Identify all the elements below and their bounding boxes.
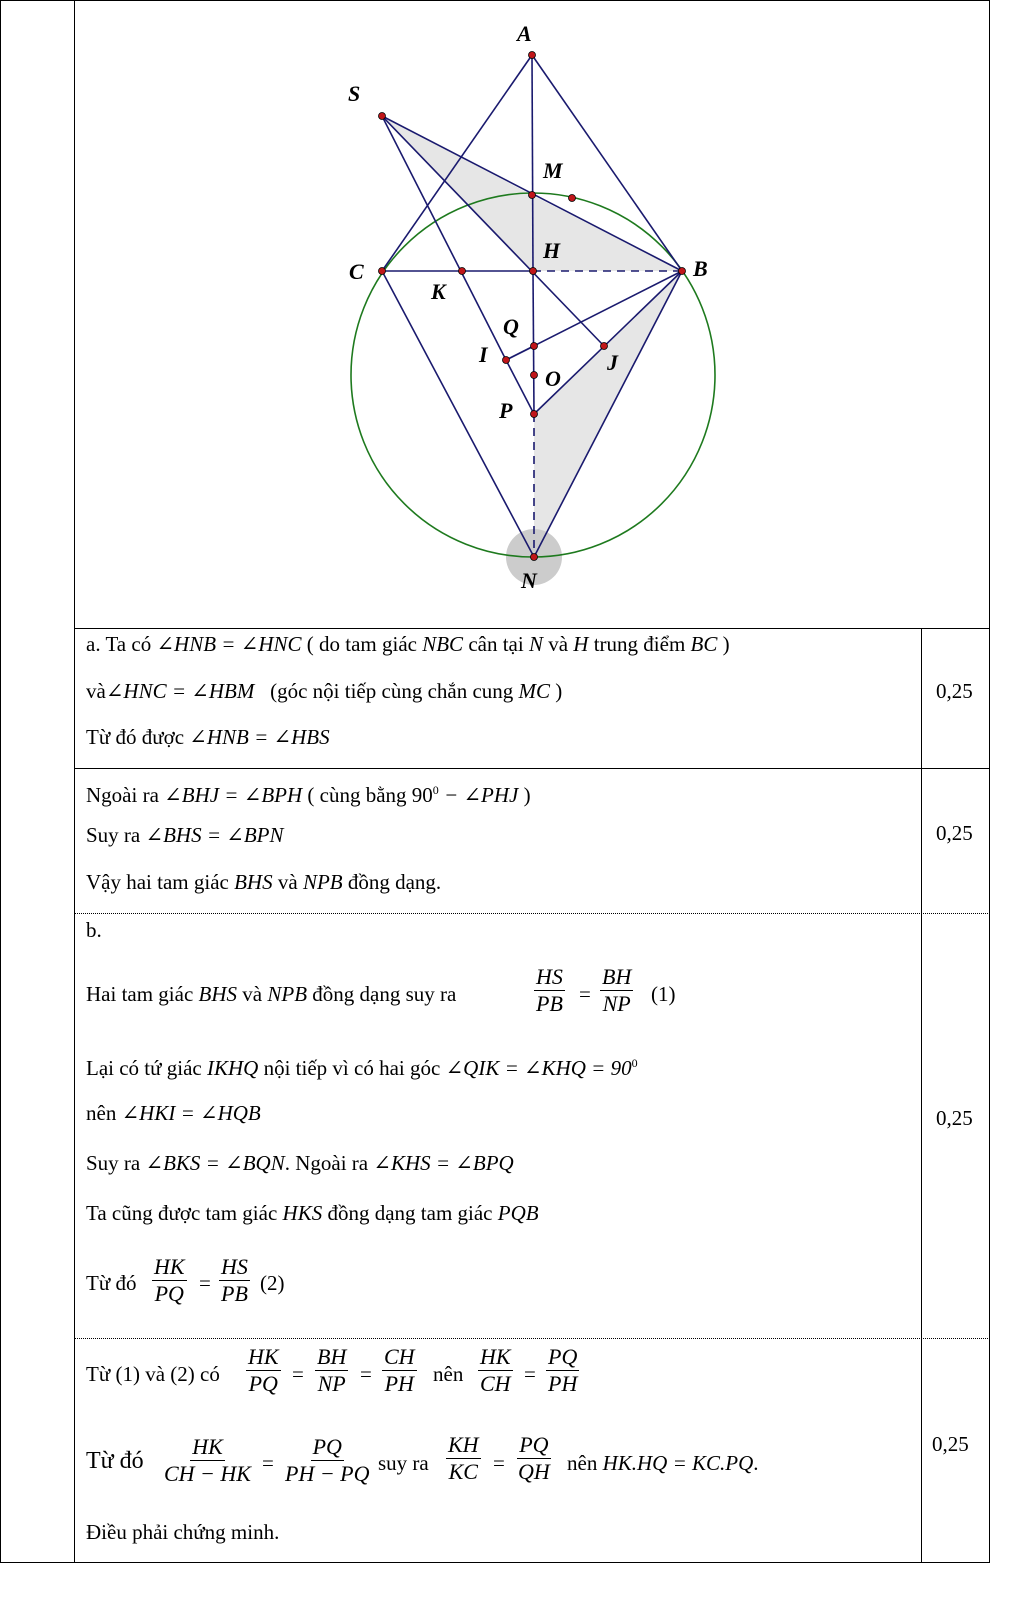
c-eq-4: = (262, 1451, 274, 1475)
b-line-2: Lại có tứ giác IKHQ nội tiếp vì có hai góc ∠QIK = ∠KHQ = $90^0$ (86, 1056, 638, 1080)
b-frac-hk-pq: $\frac{HK}{PQ}$ (154, 1254, 185, 1306)
label-o: O (545, 366, 561, 391)
c-line-1-mid: nên (433, 1362, 464, 1386)
b-eq-1: = (579, 982, 591, 1006)
label-b: B (693, 256, 708, 281)
label-s: S (348, 81, 361, 106)
label-i: I (479, 342, 488, 367)
label-a: A (517, 21, 532, 46)
b-line-6: Từ đó (86, 1271, 137, 1295)
b-line-5: Ta cũng được tam giác HKS đồng dạng tam giác PQB (86, 1201, 539, 1225)
row-divider-a2 (74, 913, 990, 914)
score-a2: 0,25 (936, 821, 973, 845)
row-divider-b (74, 1338, 990, 1339)
c-frac-hk-pq: $\frac{HK}{PQ}$ (248, 1344, 279, 1396)
label-j: J (607, 350, 618, 375)
label-n: N (521, 568, 537, 593)
label-h: H (543, 238, 561, 263)
c-frac-pq-ph: $\frac{PQ}{PH}$ (548, 1344, 578, 1396)
b-line-1: Hai tam giác BHS và NPB đồng dạng suy ra (86, 982, 457, 1006)
a-line-5: Suy ra ∠BHS = ∠BPN (86, 823, 284, 847)
c-frac-pq-ph-pq: $\frac{PQ}{PH - PQ}$ (285, 1434, 370, 1486)
a-line-2: và∠HNC = ∠HBM (góc nội tiếp cùng chắn cung MC ) (86, 679, 563, 703)
label-m: M (543, 158, 563, 183)
row-divider-figure (74, 628, 990, 629)
b-ref-1: (1) (651, 982, 676, 1006)
c-line-3: Điều phải chứng minh. (86, 1520, 280, 1544)
b-frac-bh-np: $\frac{BH}{NP}$ (602, 964, 632, 1016)
b-ref-2: (2) (260, 1271, 285, 1295)
b-label: b. (86, 918, 102, 942)
c-eq-1: = (292, 1362, 304, 1386)
a-line-4: Ngoài ra ∠BHJ = ∠BPH ( cùng bằng $90^0$ − ∠PHJ ) (86, 783, 531, 807)
c-frac-bh-np: $\frac{BH}{NP}$ (317, 1344, 347, 1396)
label-q: Q (503, 314, 519, 339)
c-frac-hk-ch-hk: $\frac{HK}{CH - HK}$ (164, 1434, 251, 1486)
b-line-4: Suy ra ∠BKS = ∠BQN. Ngoài ra ∠KHS = ∠BPQ (86, 1151, 514, 1175)
a-line-6: Vậy hai tam giác BHS và NPB đồng dạng. (86, 870, 442, 894)
c-line-2-end: nên HK.HQ = KC.PQ. (567, 1451, 759, 1475)
label-c: C (349, 259, 364, 284)
a-line-1: a. Ta có ∠HNB = ∠HNC ( do tam giác NBC cân tại N và H trung điểm BC ) (86, 632, 730, 656)
geometry-figure (0, 0, 990, 628)
c-line-1-pre: Từ (1) và (2) có (86, 1362, 220, 1386)
label-p: P (499, 398, 513, 423)
c-line-2-mid: suy ra (378, 1451, 429, 1475)
c-line-2-pre: Từ đó (86, 1448, 144, 1474)
row-divider-a1 (74, 768, 990, 769)
c-frac-pq-qh: $\frac{PQ}{QH}$ (518, 1432, 550, 1484)
score-c: 0,25 (932, 1432, 969, 1456)
score-a1: 0,25 (936, 679, 973, 703)
b-eq-2: = (199, 1271, 211, 1295)
c-frac-ch-ph: $\frac{CH}{PH}$ (384, 1344, 415, 1396)
score-b: 0,25 (936, 1106, 973, 1130)
b-frac-hs-pb: $\frac{HS}{PB}$ (536, 964, 563, 1016)
c-frac-hk-ch: $\frac{HK}{CH}$ (480, 1344, 511, 1396)
a-line-3: Từ đó được ∠HNB = ∠HBS (86, 725, 330, 749)
c-frac-kh-kc: $\frac{KH}{KC}$ (448, 1432, 479, 1484)
c-eq-2: = (360, 1362, 372, 1386)
b-line-3: nên ∠HKI = ∠HQB (86, 1101, 261, 1125)
c-eq-3: = (524, 1362, 536, 1386)
label-k: K (431, 279, 446, 304)
c-eq-5: = (493, 1451, 505, 1475)
b-frac-hs-pb-2: $\frac{HS}{PB}$ (221, 1254, 248, 1306)
